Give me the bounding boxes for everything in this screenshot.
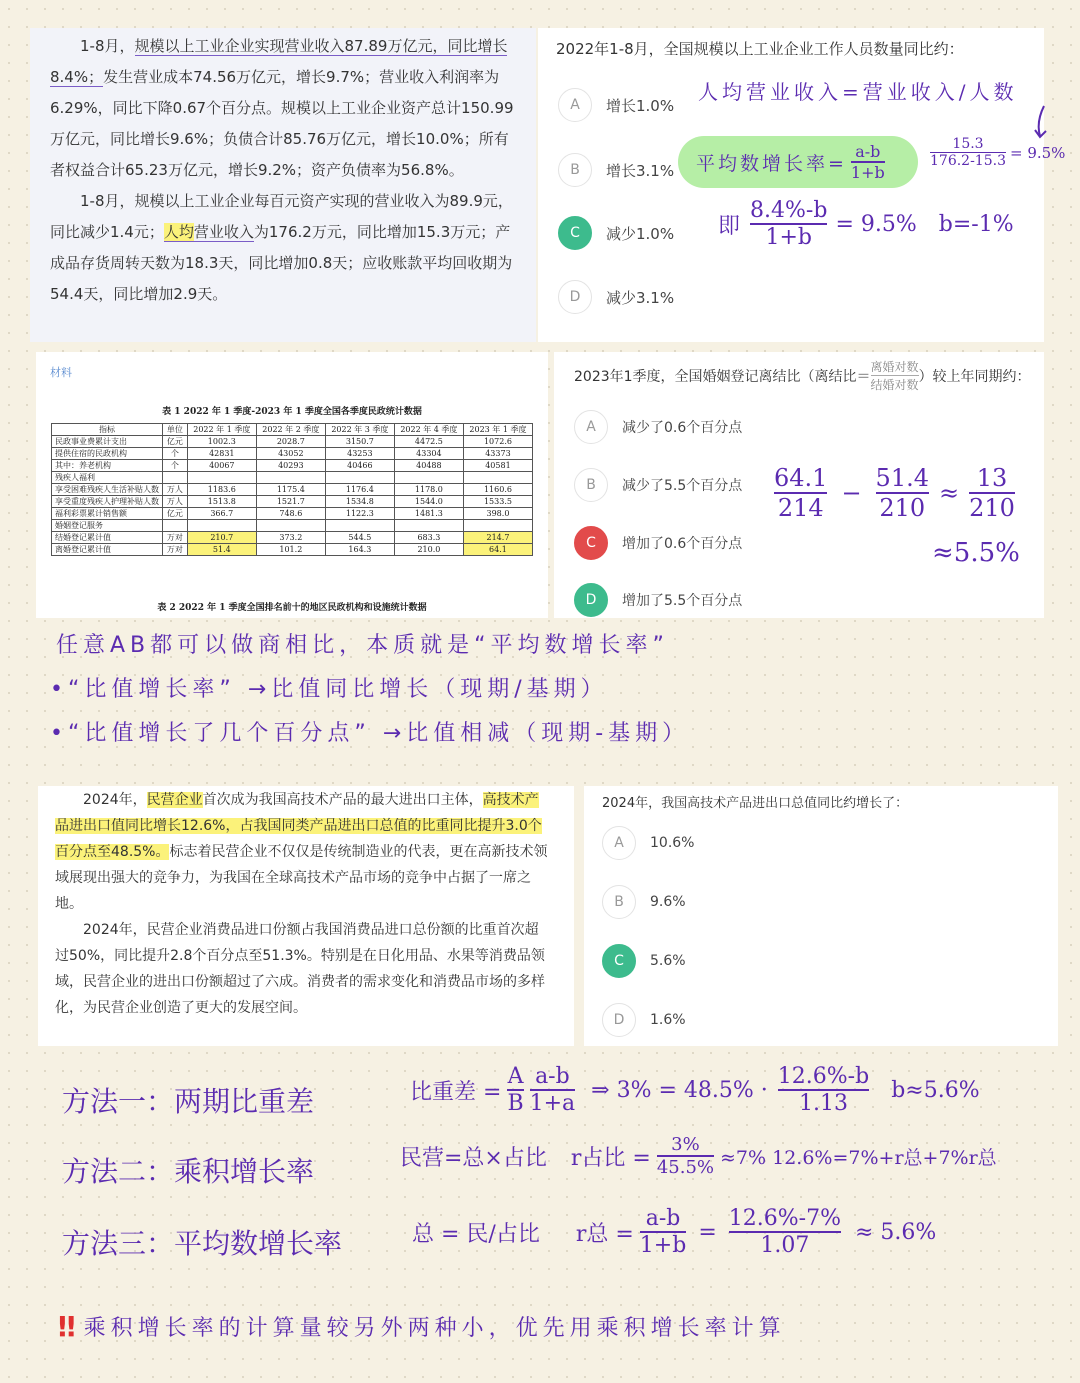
ratio-fraction — [871, 358, 919, 393]
result-text: b=-1% — [938, 211, 1014, 237]
fraction — [876, 464, 929, 522]
underlined-text: 规模以上工业企业实现营业收入87.89万亿元，同比增长8.4%； — [50, 37, 508, 86]
table-row-label: 提供住宿的民政机构 — [52, 448, 163, 460]
note-line-2: •“比值增长率” →比值同比增长（现期/基期） — [50, 677, 608, 702]
table-row — [52, 544, 533, 556]
table-cell — [463, 472, 532, 484]
table-cell — [163, 520, 188, 532]
numerator: 离婚对数 — [870, 360, 919, 374]
question-card-3 — [584, 786, 1058, 1046]
table-row-label: 婚姻登记服务 — [52, 520, 163, 532]
text-span: 发生营业成本74.56万亿元，增长9.7%；营业收入利润率为6.29%，同比下降0.67个百分点。规模以上工业企业资产总计150.99万亿元，同比增长9.6%；负债合计85.76万亿元，增长10.0%；所有者权益合计65.23万亿元，增长9.2%；资产负债率为56.8%。 — [50, 68, 514, 179]
table-header: 2022 年 2 季度 — [256, 424, 325, 436]
note-text: 平均数增长率= — [696, 152, 847, 175]
fraction — [851, 142, 885, 182]
table-cell: 2028.7 — [256, 436, 325, 448]
question-title-3: 2024年，我国高技术产品进出口总值同比约增长了： — [602, 796, 909, 811]
table-cell: 43052 — [256, 448, 325, 460]
option-text: 减少了0.6个百分点 — [622, 420, 743, 436]
denominator: 214 — [777, 494, 824, 522]
method-1-label: 方法一：两期比重差 — [62, 1085, 315, 1118]
operator: = — [698, 1219, 717, 1245]
table-cell: 亿元 — [163, 508, 188, 520]
note-average-growth-formula — [696, 142, 885, 182]
note-line-3: •“比值增长了几个百分点” →比值相减（现期-基期） — [50, 721, 690, 746]
table-header: 2023 年 1 季度 — [463, 424, 532, 436]
table-row-label: 其中：养老机构 — [52, 460, 163, 472]
table-title: 表 1 2022 年 1 季度-2023 年 1 季度全国各季度民政统计数据 — [162, 407, 422, 417]
denominator: 1+b — [639, 1233, 687, 1258]
table-cell: 万对 — [163, 532, 188, 544]
denominator: 1+b — [765, 225, 812, 250]
option-c[interactable] — [574, 526, 742, 560]
table-header: 2022 年 4 季度 — [394, 424, 463, 436]
formula-text: r总 = — [575, 1221, 634, 1247]
numerator: 15.3 — [952, 136, 984, 152]
table-header: 2022 年 1 季度 — [187, 424, 256, 436]
option-letter: B — [574, 468, 608, 502]
table-cell: 210.7 — [187, 532, 256, 544]
highlighted-text: 民营企业 — [146, 792, 203, 808]
denominator: B — [507, 1091, 524, 1116]
note-line-1: 任意AB都可以做商相比，本质就是“平均数增长率” — [56, 633, 669, 658]
question-card-2 — [554, 352, 1044, 618]
option-d[interactable] — [558, 280, 674, 314]
table-cell: 1513.8 — [187, 496, 256, 508]
table-cell — [325, 520, 394, 532]
text-span: 2024年， — [83, 792, 147, 808]
passage-card-3 — [38, 786, 574, 1046]
option-letter: B — [558, 153, 592, 187]
table-cell — [163, 472, 188, 484]
question-card-1 — [538, 28, 1066, 342]
option-text: 9.6% — [650, 894, 686, 910]
numerator: 12.6%-b — [777, 1064, 870, 1089]
numerator: 13 — [976, 464, 1008, 492]
numerator: A — [507, 1064, 524, 1089]
passage-text-3 — [38, 786, 574, 1021]
table-header: 单位 — [163, 424, 188, 436]
table-cell: 40581 — [463, 460, 532, 472]
table-cell: 1183.6 — [187, 484, 256, 496]
material-tag: 材料 — [50, 366, 72, 379]
option-b[interactable] — [574, 468, 742, 502]
table-cell: 398.0 — [463, 508, 532, 520]
option-text: 增长1.0% — [606, 96, 675, 115]
fraction — [530, 1064, 576, 1116]
table-cell: 40488 — [394, 460, 463, 472]
passage-card-1 — [30, 28, 536, 342]
table-cell: 亿元 — [163, 436, 188, 448]
table-row-label: 民政事业费累计支出 — [52, 436, 163, 448]
option-letter: D — [558, 280, 592, 314]
table-cell: 3150.7 — [325, 436, 394, 448]
numerator: a-b — [855, 142, 881, 161]
table-row — [52, 460, 533, 472]
option-letter-correct: D — [574, 583, 608, 617]
result-text: = 9.5% — [835, 211, 917, 237]
question-title-2 — [574, 358, 1031, 393]
table-cell: 万人 — [163, 484, 188, 496]
table-header-row — [52, 424, 533, 436]
note-text: 即 — [718, 213, 741, 239]
formula-text: 民营=总×占比 — [400, 1145, 547, 1171]
fraction — [969, 464, 1015, 522]
table-cell — [325, 472, 394, 484]
option-text: 增长3.1% — [606, 161, 675, 180]
table-cell — [463, 520, 532, 532]
formula-text: ⇒ 3% = 48.5% · — [591, 1077, 768, 1103]
table-row-label: 享受重度残疾人护理补贴人数 — [52, 496, 163, 508]
table-header: 2022 年 3 季度 — [325, 424, 394, 436]
table-row — [52, 520, 533, 532]
table-cell: 214.7 — [463, 532, 532, 544]
numerator: a-b — [645, 1206, 681, 1231]
text-span: 1-8月，规模以上工业企业每百元资产实现的营业收入为89.9元，同比减少1.4元； — [50, 192, 513, 241]
note-ratio-calc — [774, 464, 1015, 522]
option-c[interactable] — [602, 944, 686, 978]
fraction — [750, 198, 827, 250]
formula-text: 总 = 民/占比 — [412, 1221, 540, 1247]
option-letter-correct: C — [602, 944, 636, 978]
question-text: ）较上年同期约： — [918, 368, 1031, 385]
tip-text: 乘积增长率的计算量较另外两种小，优先用乘积增长率计算 — [83, 1316, 786, 1341]
denominator: 210 — [969, 494, 1015, 522]
option-text: 增加了0.6个百分点 — [622, 536, 743, 552]
underlined-text: 营业收入 — [193, 223, 254, 241]
option-letter: A — [574, 410, 608, 444]
paragraph-2: 2024年，民营企业消费品进口份额占我国消费品进口总份额的比重首次超过50%，同比提升2.8个百分点至51.3%。特别是在日化用品、水果等消费品领域，民营企业的进出口份额超过了六成。消费者的需求变化和消费品市场的多样化，为民营企业创造了更大的发展空间。 — [55, 922, 545, 1016]
table-cell: 万人 — [163, 496, 188, 508]
table-cell — [256, 520, 325, 532]
fraction — [774, 464, 827, 522]
table-row — [52, 484, 533, 496]
table-cell — [394, 520, 463, 532]
material-card-2 — [36, 352, 548, 618]
option-text: 减少1.0% — [606, 224, 675, 243]
note-fraction-calc — [930, 136, 1065, 169]
option-a[interactable] — [602, 826, 694, 860]
operator: − — [841, 479, 862, 507]
table-cell: 1521.7 — [256, 496, 325, 508]
double-exclamation-icon: ‼ — [58, 1310, 76, 1343]
denominator: 210 — [879, 494, 926, 522]
numerator: 64.1 — [774, 464, 828, 492]
option-text: 减少了5.5个百分点 — [622, 478, 743, 494]
method-3-label: 方法三：平均数增长率 — [62, 1227, 343, 1260]
denominator: 176.2-15.3 — [930, 153, 1006, 169]
note-solve-b — [718, 198, 1014, 250]
table-cell: 1160.6 — [463, 484, 532, 496]
fraction — [778, 1064, 869, 1116]
method-3-formula — [412, 1206, 936, 1258]
note-ratio-result: ≈5.5% — [932, 538, 1020, 568]
table-cell: 210.0 — [394, 544, 463, 556]
method-2-formula — [400, 1134, 997, 1178]
denominator: 45.5% — [656, 1157, 715, 1178]
table-row-label: 离婚登记累计值 — [52, 544, 163, 556]
table-body — [52, 436, 533, 556]
table-header: 指标 — [52, 424, 163, 436]
table-cell: 1481.3 — [394, 508, 463, 520]
passage-text-1 — [30, 28, 536, 310]
highlighted-text: 高技术产品进出口值同比增长12.6%， — [55, 792, 539, 834]
text-span: 标志着民营企业不仅仅是传统制造业的代表，更在高新技术领域展现出强大的竞争力，为我国在全球高技术产品市场的竞争中占据了一席之地。 — [55, 844, 548, 912]
numerator: 12.6%-7% — [728, 1206, 841, 1231]
fraction — [729, 1206, 841, 1258]
table-cell: 101.2 — [256, 544, 325, 556]
table-row — [52, 508, 533, 520]
table-cell: 个 — [163, 460, 188, 472]
table-row-label: 享受困难残疾人生活补贴人数 — [52, 484, 163, 496]
table-cell: 1533.5 — [463, 496, 532, 508]
option-b[interactable] — [558, 153, 674, 187]
table-cell: 1072.6 — [463, 436, 532, 448]
denominator: 1.13 — [798, 1091, 848, 1116]
option-c[interactable] — [558, 216, 674, 250]
option-letter: A — [558, 88, 592, 122]
numerator: 51.4 — [875, 464, 929, 492]
table-cell — [394, 472, 463, 484]
table-cell: 1175.4 — [256, 484, 325, 496]
tip-line — [58, 1310, 786, 1343]
table-cell: 373.2 — [256, 532, 325, 544]
table-cell: 366.7 — [187, 508, 256, 520]
table-cell: 43304 — [394, 448, 463, 460]
table-cell: 748.6 — [256, 508, 325, 520]
table-cell: 1176.4 — [325, 484, 394, 496]
table-cell: 1544.0 — [394, 496, 463, 508]
table-row — [52, 436, 533, 448]
option-a[interactable] — [574, 410, 742, 444]
highlighted-text: 人均 — [163, 223, 194, 241]
table-cell: 544.5 — [325, 532, 394, 544]
table-cell: 683.3 — [394, 532, 463, 544]
denominator: 1.07 — [760, 1233, 810, 1258]
table-row-label: 结婚登记累计值 — [52, 532, 163, 544]
text-span: 首次成为我国高技术产品的最大进出口主体， — [202, 792, 483, 808]
option-text: 5.6% — [650, 953, 686, 969]
denominator: 1+b — [850, 163, 885, 182]
fraction — [930, 136, 1006, 169]
operator: ≈ — [938, 479, 960, 507]
option-letter-wrong: C — [574, 526, 608, 560]
numerator: 3% — [671, 1134, 700, 1155]
table-row — [52, 472, 533, 484]
method-2-label: 方法二：乘积增长率 — [62, 1155, 315, 1188]
result-text: b≈5.6% — [891, 1077, 980, 1103]
table-cell: 164.3 — [325, 544, 394, 556]
table-cell: 40067 — [187, 460, 256, 472]
denominator: 结婚对数 — [870, 378, 919, 392]
option-b[interactable] — [602, 885, 686, 919]
paragraph-1 — [55, 787, 552, 917]
table-cell: 43253 — [325, 448, 394, 460]
table-cell — [187, 472, 256, 484]
option-text: 增加了5.5个百分点 — [622, 593, 743, 609]
option-letter: A — [602, 826, 636, 860]
table-cell: 4472.5 — [394, 436, 463, 448]
fraction — [507, 1064, 523, 1116]
table-cell: 个 — [163, 448, 188, 460]
table-row-label: 福利彩票累计销售额 — [52, 508, 163, 520]
option-d[interactable] — [602, 1003, 686, 1037]
table-cell — [256, 472, 325, 484]
option-letter: D — [602, 1003, 636, 1037]
formula-text: r占比 = — [570, 1145, 651, 1171]
table-row — [52, 448, 533, 460]
option-letter: B — [602, 885, 636, 919]
table-cell: 40466 — [325, 460, 394, 472]
text-span: 为176.2万元，同比增加15.3万元；产成品存货周转天数为18.3天，同比增加0.8天；应收账款平均回收期为54.4天，同比增加2.9天。 — [50, 223, 513, 303]
paragraph-1 — [50, 31, 514, 186]
option-text: 10.6% — [650, 835, 695, 851]
table-cell — [187, 520, 256, 532]
table-row-label: 残疾人福利 — [52, 472, 163, 484]
table-cell: 1122.3 — [325, 508, 394, 520]
question-title-1: 2022年1-8月，全国规模以上工业企业工作人员数量同比约： — [556, 40, 964, 58]
table-cell: 1002.3 — [187, 436, 256, 448]
fraction — [657, 1134, 714, 1178]
table-cell: 1178.0 — [394, 484, 463, 496]
method-1-formula — [410, 1064, 980, 1116]
result-text: ≈ 5.6% — [854, 1219, 937, 1245]
table-cell: 64.1 — [463, 544, 532, 556]
option-text: 减少3.1% — [606, 288, 675, 307]
numerator: 8.4%-b — [750, 198, 828, 223]
option-a[interactable] — [558, 88, 674, 122]
table-cell: 51.4 — [187, 544, 256, 556]
option-text: 1.6% — [650, 1012, 686, 1028]
question-text: 2023年1季度，全国婚姻登记离结比（离结比＝ — [574, 368, 871, 385]
formula-text: ≈7% 12.6%=7%+r总+7%r总 — [720, 1146, 997, 1169]
table-cell: 40293 — [256, 460, 325, 472]
table-cell: 43373 — [463, 448, 532, 460]
option-letter-correct: C — [558, 216, 592, 250]
paragraph-2 — [50, 186, 514, 310]
text-span: 1-8月， — [80, 37, 135, 55]
arrow-icon — [1032, 104, 1052, 140]
numerator: a-b — [535, 1064, 570, 1089]
denominator: 1+a — [529, 1091, 576, 1116]
table2-title: 表 2 2022 年 1 季度全国排名前十的地区民政机构和设施统计数据 — [157, 603, 427, 613]
table-row — [52, 532, 533, 544]
statistics-table — [51, 423, 533, 556]
highlighted-text: 占我国同类产品进出口总值的比重同比提升3.0个百分点至48.5%。 — [55, 818, 542, 860]
fraction — [640, 1206, 687, 1258]
option-d[interactable] — [574, 583, 742, 617]
table-cell: 42831 — [187, 448, 256, 460]
table-row — [52, 496, 533, 508]
table-cell: 万对 — [163, 544, 188, 556]
result-text: = 9.5% — [1009, 143, 1066, 162]
table-cell: 1534.8 — [325, 496, 394, 508]
note-per-capita-formula: 人均营业收入=营业收入/人数 — [698, 80, 1018, 104]
formula-text: 比重差 = — [410, 1079, 502, 1105]
